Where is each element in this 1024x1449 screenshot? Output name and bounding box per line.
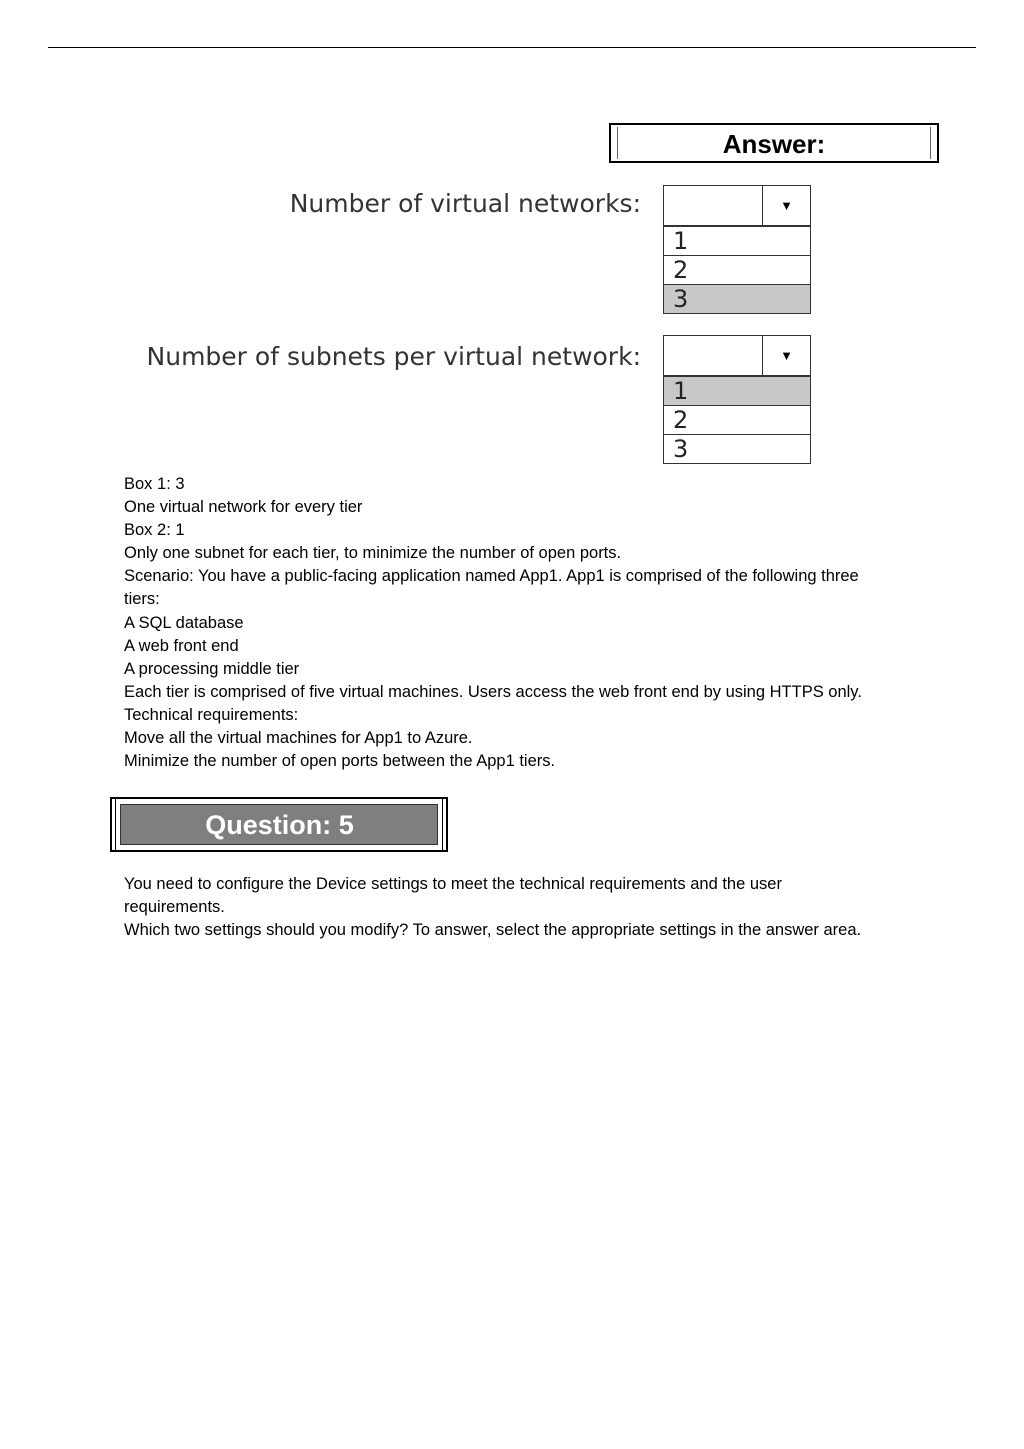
answer-header — [609, 123, 939, 163]
subnets-dropdown[interactable] — [663, 335, 811, 464]
explanation-line: Box 2: 1 — [124, 521, 185, 540]
virtual-networks-select[interactable] — [663, 185, 811, 226]
explanation-line: Minimize the number of open ports between the App1 tiers. — [124, 752, 556, 771]
explanation-text — [124, 473, 924, 773]
dropdown-arrow-icon[interactable]: ▼ — [780, 348, 793, 363]
subnets-option[interactable]: 3 — [664, 434, 810, 463]
virtual-networks-options — [663, 226, 811, 314]
subnets-option-selected[interactable]: 1 — [664, 376, 810, 405]
answer-title: Answer: — [722, 129, 826, 159]
explanation-line: tiers: — [124, 590, 160, 609]
explanation-line: Technical requirements: — [124, 705, 299, 724]
virtual-networks-option[interactable]: 2 — [664, 255, 810, 284]
question-line: Which two settings should you modify? To answer, select the appropriate settings in the answer area. — [124, 921, 862, 940]
question-title: Question: 5 — [205, 810, 354, 840]
explanation-line: One virtual network for every tier — [124, 498, 363, 517]
explanation-line: Only one subnet for each tier, to minimize the number of open ports. — [124, 544, 622, 563]
virtual-networks-label: Number of virtual networks: — [289, 189, 641, 218]
explanation-line: A processing middle tier — [124, 659, 300, 678]
subnets-option[interactable]: 2 — [664, 405, 810, 434]
subnets-per-network-label: Number of subnets per virtual network: — [146, 342, 641, 371]
virtual-networks-dropdown[interactable] — [663, 185, 811, 314]
explanation-line: Scenario: You have a public-facing application named App1. App1 is comprised of the following three — [124, 567, 859, 586]
question-line: requirements. — [124, 898, 225, 917]
subnets-options — [663, 376, 811, 464]
explanation-line: Move all the virtual machines for App1 to Azure. — [124, 729, 473, 748]
explanation-line: A SQL database — [124, 613, 244, 632]
explanation-line: Each tier is comprised of five virtual machines. Users access the web front end by using HTTPS only. — [124, 682, 862, 701]
dropdown-arrow-icon[interactable]: ▼ — [780, 198, 793, 213]
virtual-networks-option-selected[interactable]: 3 — [664, 284, 810, 313]
question-banner — [110, 797, 448, 852]
question-text — [124, 873, 924, 942]
explanation-line: A web front end — [124, 636, 239, 655]
explanation-line: Box 1: 3 — [124, 475, 185, 493]
subnets-select[interactable] — [663, 335, 811, 376]
question-line: You need to configure the Device settings to meet the technical requirements and the user — [124, 875, 782, 893]
virtual-networks-option[interactable]: 1 — [664, 226, 810, 255]
header-rule — [48, 47, 976, 48]
